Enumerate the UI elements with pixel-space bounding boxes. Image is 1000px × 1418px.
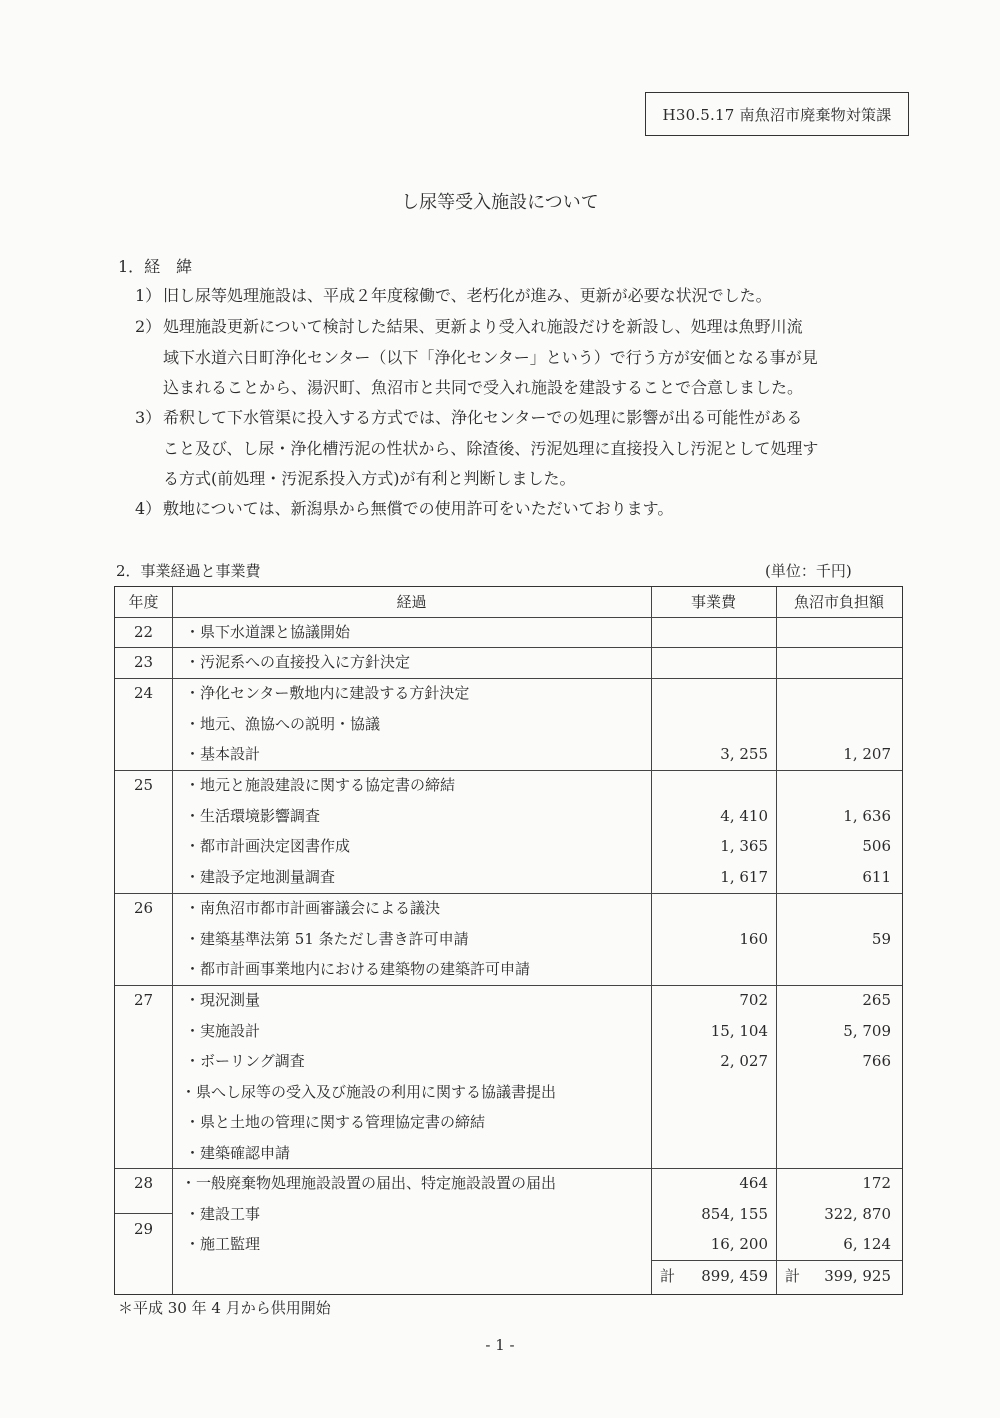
progress-item: ・建設予定地測量調査: [185, 868, 336, 886]
paragraph-line: る方式(前処理・汚泥系投入方式)が有利と判断しました。: [163, 469, 576, 488]
progress-item: ・建築確認申請: [185, 1144, 291, 1162]
page-number: - 1 -: [485, 1336, 515, 1354]
progress-item: ・県へし尿等の受入及び施設の利用に関する協議書提出: [181, 1083, 557, 1101]
paragraph-number: 1）: [135, 286, 162, 305]
paragraph-3: [135, 403, 818, 495]
paragraph-number: 2）: [135, 317, 162, 336]
date-department-text: H30.5.17 南魚沼市廃棄物対策課: [662, 105, 892, 124]
share-value: 1, 207: [843, 745, 891, 763]
year-cell: 29: [133, 1220, 154, 1238]
cost-value: 15, 104: [710, 1022, 768, 1040]
progress-item: ・汚泥系への直接投入に方針決定: [185, 653, 411, 671]
cost-value: 160: [739, 930, 768, 948]
progress-item: ・施工監理: [185, 1235, 261, 1253]
cost-value: 4, 410: [720, 807, 768, 825]
paragraph-number: 4）: [135, 499, 162, 518]
share-value: 265: [862, 991, 891, 1009]
year-cell: 23: [133, 653, 154, 671]
total-label: 計: [785, 1267, 801, 1285]
cost-value: 3, 255: [720, 745, 768, 763]
progress-item: ・南魚沼市都市計画審議会による議決: [185, 899, 441, 917]
share-value: 5, 709: [843, 1022, 891, 1040]
year-cell: 25: [133, 776, 154, 794]
paragraph-1: [135, 281, 772, 312]
document-title: し尿等受入施設について: [401, 192, 599, 213]
total-cost: [652, 1261, 768, 1292]
paragraph-2: [135, 312, 818, 404]
cost-value: 16, 200: [710, 1235, 768, 1253]
paragraph-line: 込まれることから、湯沢町、魚沼市と共同で受入れ施設を建設することで合意しました。: [163, 378, 804, 397]
year-cell: 28: [133, 1174, 154, 1192]
progress-item: ・建築基準法第 51 条ただし書き許可申請: [185, 930, 469, 948]
progress-item: ・建設工事: [185, 1205, 261, 1223]
share-value: 506: [862, 837, 891, 855]
paragraph-line: 希釈して下水管渠に投入する方式では、浄化センターでの処理に影響が出る可能性がある: [163, 408, 803, 427]
progress-item: ・地元、漁協への説明・協議: [185, 715, 381, 733]
unit-label: (単位：千円): [765, 562, 852, 580]
progress-item: ・実施設計: [185, 1022, 261, 1040]
paragraph-line: こと及び、し尿・浄化槽汚泥の性状から、除渣後、汚泥処理に直接投入し汚泥として処理す: [163, 438, 819, 458]
cost-value: 2, 027: [720, 1052, 768, 1070]
paragraph-line: 域下水道六日町浄化センター（以下「浄化センター」という）で行う方が安価となる事が見: [163, 347, 818, 367]
share-value: 611: [862, 868, 891, 886]
share-value: 766: [862, 1052, 891, 1070]
progress-item: ・基本設計: [185, 745, 261, 763]
share-value: 322, 870: [824, 1205, 891, 1223]
cost-value: 1, 617: [720, 868, 768, 886]
progress-item: ・一般廃棄物処理施設設置の届出、特定施設設置の届出: [181, 1174, 557, 1192]
year-cell: 24: [133, 684, 154, 702]
total-share: [777, 1261, 891, 1292]
year-cell: 22: [133, 623, 154, 641]
share-value: 172: [862, 1174, 891, 1192]
section-heading-background: 1．経 緯: [118, 257, 193, 276]
paragraph-line: 旧し尿等処理施設は、平成２年度稼働で、老朽化が進み、更新が必要な状況でした。: [163, 286, 772, 305]
year-cell: 27: [133, 991, 154, 1009]
cost-value: 1, 365: [720, 837, 768, 855]
project-cost-table: [114, 586, 903, 1295]
cost-value: 464: [739, 1174, 768, 1192]
progress-item: ・浄化センター敷地内に建設する方針決定: [185, 684, 470, 702]
share-value: 59: [871, 930, 891, 948]
cost-value: 702: [739, 991, 768, 1009]
paragraph-line: 敷地については、新潟県から無償での使用許可をいただいております。: [163, 499, 674, 518]
progress-item: ・生活環境影響調査: [185, 807, 321, 825]
total-share-value: 399, 925: [824, 1267, 891, 1285]
progress-item: ・現況測量: [185, 991, 261, 1009]
total-cost-value: 899, 459: [701, 1267, 768, 1285]
column-header-progress: 経過: [396, 593, 427, 611]
year-cell: 26: [133, 899, 154, 917]
cost-value: 854, 155: [701, 1205, 768, 1223]
progress-item: ・地元と施設建設に関する協定書の締結: [185, 776, 456, 794]
paragraph-4: [135, 494, 673, 525]
paragraph-number: 3）: [135, 408, 162, 427]
share-value: 6, 124: [843, 1235, 891, 1253]
progress-item: ・県下水道課と協議開始: [185, 623, 351, 641]
footnote: ＊平成 30 年 4 月から供用開始: [118, 1299, 331, 1317]
share-value: 1, 636: [843, 807, 891, 825]
column-header-cost: 事業費: [690, 593, 736, 611]
date-department-box: [645, 92, 909, 136]
progress-item: ・都市計画事業地内における建築物の建築許可申請: [185, 960, 531, 978]
column-header-share: 魚沼市負担額: [793, 593, 884, 611]
progress-item: ・都市計画決定図書作成: [185, 837, 351, 855]
progress-item: ・ボーリング調査: [185, 1052, 305, 1070]
paragraph-line: 処理施設更新について検討した結果、更新より受入れ施設だけを新設し、処理は魚野川流: [163, 317, 803, 336]
progress-item: ・県と土地の管理に関する管理協定書の締結: [185, 1113, 486, 1131]
column-header-year: 年度: [128, 593, 159, 611]
column-divider: [172, 587, 173, 1294]
total-label: 計: [660, 1267, 676, 1285]
section-heading-costs: 2．事業経過と事業費: [116, 562, 261, 580]
